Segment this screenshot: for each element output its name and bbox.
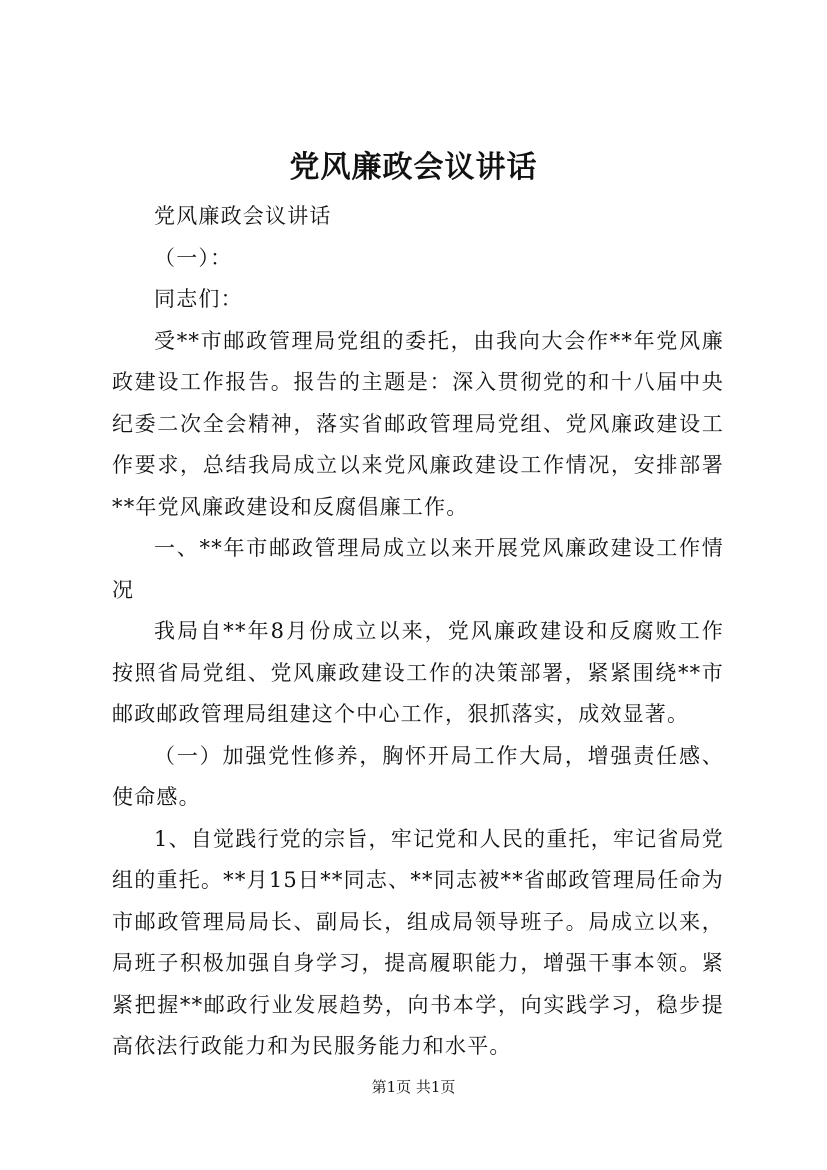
subsection-heading-paragraph: （一）加强党性修养，胸怀开局工作大局，增强责任感、使命感。 [112, 743, 724, 809]
body-paragraph: 1、自觉践行党的宗旨，牢记党和人民的重托，牢记省局党组的重托。**月15日**同志、**同志被**省邮政管理局任命为市邮政管理局局长、副局长，组成局领导班子。局成立以来，局班子积极加强自身学习，提高履职能力，增强干事本领。紧紧把握**邮政行业发展趋势，向书本学，向实践学习，稳步提高依法行政能力和为民服务能力和水平。 [112, 826, 724, 1058]
subtitle-paragraph: 党风廉政会议讲话 [154, 204, 332, 228]
page-footer [0, 1076, 827, 1098]
section-heading-paragraph: 一、**年市邮政管理局成立以来开展党风廉政建设工作情况 [112, 536, 724, 602]
body-paragraph: 我局自**年8月份成立以来，党风廉政建设和反腐败工作按照省局党组、党风廉政建设工作的决策部署，紧紧围绕**市邮政邮政管理局组建这个中心工作，狠抓落实，成效显著。 [112, 619, 724, 726]
salutation-paragraph: 同志们： [154, 287, 243, 311]
page-number-label: 第1页 共1页 [371, 1078, 456, 1096]
document-title: 党风廉政会议讲话 [289, 150, 538, 185]
section-marker-paragraph: （一）： [154, 245, 233, 270]
document-body [112, 196, 724, 1068]
body-paragraph: 受**市邮政管理局党组的委托，由我向大会作**年党风廉政建设工作报告。报告的主题是：深入贯彻党的和十八届中央纪委二次全会精神，落实省邮政管理局党组、党风廉政建设工作要求，总结我局成立以来党风廉政建设工作情况，安排部署**年党风廉政建设和反腐倡廉工作。 [112, 328, 724, 519]
